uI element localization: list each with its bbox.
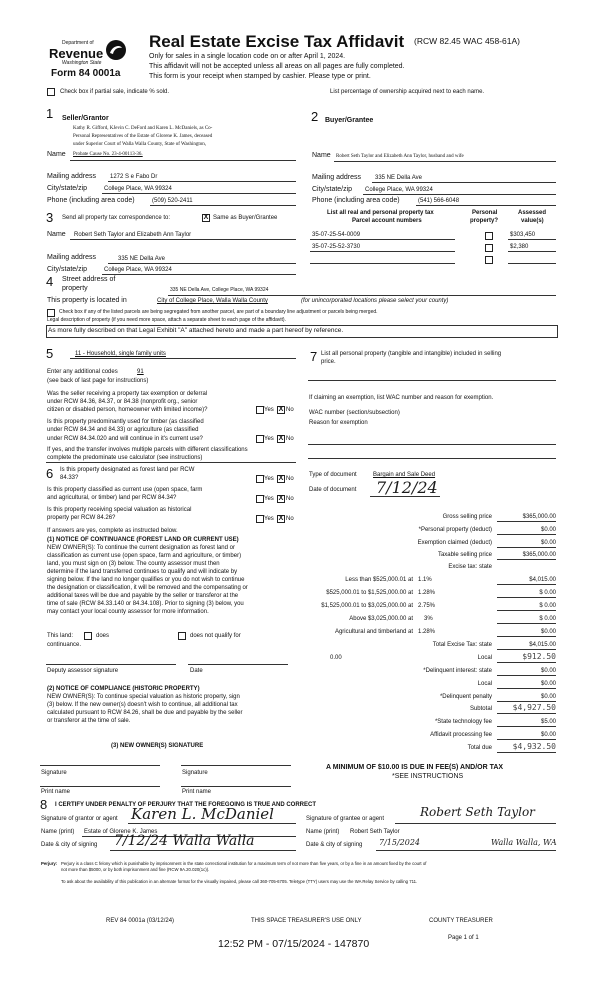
owner-signature-label-1: Signature [41, 770, 67, 776]
seller-name-line [70, 160, 296, 161]
exemption-reason-line[interactable] [308, 444, 556, 445]
tax-tier-range: Agricultural and timberland at [334, 629, 413, 635]
delinquent-local-label: Local [477, 681, 492, 687]
county-treasurer-label: COUNTY TREASURER [429, 918, 493, 924]
notice-1-line: land, you must sign on (3) below. The county assessor must then [47, 561, 220, 567]
tax-tier-range: $525,000.01 to $1,525,000.00 at [326, 590, 413, 596]
tax-line-value[interactable]: $0.00 [540, 527, 556, 533]
exemption-note: If claiming an exemption, list WAC number and reason for exemption. [309, 395, 494, 401]
tax-tier-rate: 3% [424, 616, 433, 622]
tax-tier-value[interactable]: $0.00 [540, 629, 556, 635]
notice-1-line: NEW OWNER(S): To continue the current designation as forest land or [47, 545, 235, 551]
section-5-number: 5 [46, 346, 54, 361]
notice-1-line: determine if the land transferred continues to qualify and will indicate by [47, 569, 238, 575]
notice-2-line: NEW OWNER(S): To continue special valuation as historic property, sign [47, 694, 240, 700]
delinquent-penalty-value[interactable]: $0.00 [540, 694, 556, 700]
assessed-line [508, 251, 556, 252]
assessed-header-1: Assessed [518, 210, 547, 216]
street-label-2: property [62, 285, 88, 292]
assessed-line [508, 239, 556, 240]
notice-1-line: time of sale (RCW 84.33.140 or 84.34.108). Prior to signing (3) below, you [47, 601, 244, 607]
q-exemption-line-3: citizen or disabled person, homeowner with limited income)? [47, 407, 208, 413]
grantor-name-label: Name (print) [41, 829, 75, 835]
seller-phone-value[interactable]: (509) 520-2411 [152, 198, 193, 204]
treasurer-use-label: THIS SPACE TREASURER'S USE ONLY [251, 918, 362, 924]
tax-line-value[interactable]: $365,000.00 [522, 514, 556, 520]
this-land-label: This land: [47, 633, 74, 639]
timber-no-label: No [286, 436, 294, 442]
tax-tier-range: $1,525,000.01 to $3,025,000.00 at [321, 603, 413, 609]
section-7-number: 7 [310, 349, 318, 364]
section-4-number: 4 [46, 274, 54, 289]
current-use-no-label: No [286, 496, 294, 502]
exemption-reason-line-2[interactable] [308, 458, 556, 459]
seller-phone-line [150, 205, 296, 206]
grantee-signature-label: Signature of grantee or agent [306, 816, 385, 822]
tax-line-rule [497, 521, 556, 522]
correspondence-name-label: Name [47, 231, 66, 238]
new-owner-signature-title: (3) NEW OWNER(S) SIGNATURE [111, 743, 204, 749]
assessed-value[interactable]: $2,380 [510, 244, 529, 250]
local-rate-value[interactable]: 0.00 [330, 655, 342, 661]
form-revision: REV 84 0001a (03/12/24) [106, 918, 175, 924]
delinquent-penalty-rule [497, 701, 556, 702]
correspondence-name-value[interactable]: Robert Seth Taylor and Elizabeth Ann Taylor [74, 232, 192, 238]
owner-print-label-2: Print name [182, 789, 212, 795]
grantor-date-value[interactable]: 7/12/24 Walla Walla [114, 833, 255, 849]
timber-yes-checkbox[interactable] [256, 435, 264, 443]
personal-property-note-1: List all personal property (tangible and intangible) included in selling [321, 351, 502, 357]
tax-line-label: Taxable selling price [437, 552, 492, 558]
owner-print-label-1: Print name [41, 789, 71, 795]
same-as-buyer-checkbox[interactable]: X [203, 214, 209, 221]
notice-1-line: may contact your local county assessor for more information. [47, 609, 209, 615]
buyer-mailing-label: Mailing address [312, 174, 362, 181]
q-multiple-line-2: complete the predominate use calculator (see instructions) [47, 455, 203, 461]
section-3-number: 3 [46, 210, 54, 225]
q-forest-line-1: Is this property designated as forest land per RCW [60, 467, 195, 473]
header-note-1: Only for sales in a single location code on or after April 1, 2024. [149, 53, 346, 60]
correspondence-mailing-value[interactable]: 335 NE Della Ave [118, 256, 165, 262]
seller-name-line-1: Kathy R. Gifford, KJevin C. DeFord and Karen L. McDaniels, as Co- [73, 126, 213, 131]
seller-city-line [102, 193, 296, 194]
deputy-date-label: Date [190, 668, 203, 674]
grantor-name-value[interactable]: Estate of Glorene K. James [84, 829, 158, 835]
dept-line1: Department of [62, 40, 94, 46]
tax-line-rule [497, 534, 556, 535]
subtotal-rule [497, 713, 556, 714]
grantee-name-value[interactable]: Robert Seth Taylor [350, 829, 400, 835]
does-qualify-label: does [96, 633, 110, 639]
correspondence-city-value[interactable]: College Place, WA 99324 [104, 267, 172, 273]
tax-line-value[interactable]: $365,000.00 [522, 552, 556, 558]
property-street-value[interactable]: 335 NE Della Ave, College Place, WA 99324 [170, 287, 269, 293]
treasurer-stamp: 12:52 PM - 07/15/2024 - 147870 [218, 938, 370, 950]
exemption-yes-label: Yes [264, 407, 274, 413]
correspondence-label: Send all property tax correspondence to: [62, 215, 171, 221]
local-rule [497, 662, 556, 663]
same-as-buyer-label: Same as Buyer/Grantee [213, 215, 278, 221]
doc-date-line [370, 496, 440, 497]
notice-2-line: (3) below. If the new owner(s) doesn't wish to continue, all additional tax [47, 702, 238, 708]
tech-fee-rule [497, 726, 556, 727]
buyer-heading: Buyer/Grantee [325, 117, 374, 124]
doc-type-value[interactable]: Bargain and Sale Deed [373, 472, 436, 478]
form-statute: (RCW 82.45 WAC 458-61A) [414, 36, 520, 46]
notice-1-title: (1) NOTICE OF CONTINUANCE (FOREST LAND OR CURRENT USE) [47, 537, 239, 543]
wac-number-label: WAC number (section/subsection) [309, 410, 400, 416]
q-current-use-line-2: and agricultural, or timber) land per RCW 84.34? [47, 495, 177, 501]
owner-print-line-1[interactable] [40, 786, 160, 787]
seller-city-value[interactable]: College Place, WA 99324 [104, 186, 172, 192]
tax-line-label: Excise tax: state [448, 564, 492, 570]
buyer-phone-line [416, 205, 556, 206]
seller-heading: Seller/Grantor [62, 115, 109, 122]
grantor-signature-line [128, 823, 296, 824]
additional-codes-value[interactable]: 91 [137, 369, 144, 375]
delinquent-penalty-label: *Delinquent penalty [439, 694, 492, 700]
current-use-yes-label: Yes [264, 496, 274, 502]
form-number: Form 84 0001a [51, 68, 121, 79]
total-state-label: Total Excise Tax: state [432, 642, 492, 648]
seller-name-line-3: under Superior Court of Walla Walla County, State of Washington, [73, 142, 207, 147]
grantor-signature-label: Signature of grantor or agent [41, 816, 118, 822]
delinquent-local-rule [497, 688, 556, 689]
notice-2-title: (2) NOTICE OF COMPLIANCE (HISTORIC PROPERTY) [47, 686, 200, 692]
personal-property-note-2: price. [321, 359, 336, 365]
historic-no-checkbox[interactable]: X [278, 515, 284, 522]
notice-1-line: signing below. If the land no longer qualifies or you do not wish to continue [47, 577, 245, 583]
buyer-name-label: Name [312, 152, 331, 159]
personal-property-line[interactable] [308, 380, 556, 381]
grantee-signature-line [395, 823, 556, 824]
property-street-line [168, 295, 556, 296]
tax-tier-rule [497, 597, 556, 598]
forest-no-checkbox[interactable]: X [278, 475, 284, 482]
forest-no-label: No [286, 476, 294, 482]
seller-phone-label: Phone (including area code) [47, 197, 135, 204]
section-5-divider [46, 462, 296, 463]
owner-signature-line-2[interactable] [181, 765, 291, 766]
tax-tier-rule [497, 636, 556, 637]
parcel-line [310, 263, 455, 264]
subtotal-value[interactable]: $4,927.50 [512, 703, 556, 712]
tax-line-rule [497, 559, 556, 560]
located-value[interactable]: City of College Place, Walla Walla County [157, 298, 268, 304]
current-use-yes-checkbox[interactable] [256, 495, 264, 503]
buyer-phone-value[interactable]: (541) 566-6048 [418, 198, 460, 204]
tech-fee-label: *State technology fee [434, 719, 492, 725]
grantee-date-value[interactable]: 7/15/2024 [379, 838, 421, 847]
tax-line-value[interactable]: $0.00 [540, 540, 556, 546]
certify-statement: I CERTIFY UNDER PENALTY OF PERJURY THAT THE FOREGOING IS TRUE AND CORRECT [55, 802, 317, 808]
tax-tier-value[interactable]: $4,015.00 [529, 577, 556, 583]
land-use-line [70, 358, 296, 359]
total-due-value[interactable]: $4,932.50 [512, 742, 556, 751]
forest-yes-checkbox[interactable] [256, 475, 264, 483]
parcel-line [310, 239, 455, 240]
buyer-name-value[interactable]: Robert Seth Taylor and Elizabeth Ann Taylor, husband and wife [336, 154, 464, 159]
availability-note: To ask about the availability of this publication in an alternate format for the visually impaired, please call 360-705-6705. Teletype (TTY) users may use the WA Relay Service by calling 711. [61, 879, 418, 884]
grantee-name-label: Name (print) [306, 829, 340, 835]
grantor-date-line [110, 850, 296, 851]
partial-sale-label: Check box if partial sale, indicate % sold. [60, 89, 170, 95]
processing-fee-value[interactable]: $0.00 [540, 732, 556, 738]
perjury-text: Perjury is a class C felony which is punishable by imprisonment in the state correctional institution for a maximum term of not more than five years, or by a fine in an amount fixed by the court of [61, 861, 427, 866]
historic-yes-label: Yes [264, 516, 274, 522]
grantee-city-value[interactable]: Walla Walla, WA [491, 838, 557, 847]
assessed-value[interactable]: $303,450 [510, 232, 536, 238]
parcel-header-1: List all real and personal property tax [327, 210, 434, 216]
see-back-note: (see back of last page for instructions) [47, 378, 149, 384]
dept-line2: Revenue [49, 46, 104, 61]
tax-tier-rate: 1.28% [418, 590, 436, 596]
deputy-date-line[interactable] [188, 664, 288, 665]
correspondence-city-line [102, 274, 296, 275]
does-qualify-checkbox[interactable] [84, 632, 92, 640]
buyer-city-line [363, 194, 556, 195]
local-label: Local [477, 655, 492, 661]
q-timber-line-3: under RCW 84.34.020 and will continue in it's current use? [47, 436, 203, 442]
doc-type-label: Type of document [309, 472, 357, 478]
parcel-number[interactable]: 35-07-25-52-3730 [312, 244, 361, 250]
page-number: Page 1 of 1 [448, 935, 479, 941]
legal-description-value: As more fully described on that Legal Exhibit "A" attached hereto and made a part hereof by reference. [48, 327, 344, 334]
grantee-date-label: Date & city of signing [306, 842, 363, 848]
does-not-qualify-checkbox[interactable] [178, 632, 186, 640]
q-timber-line-1: Is this property predominantly used for timber (as classified [47, 419, 204, 425]
personal-property-checkbox[interactable] [485, 232, 493, 240]
q-forest-line-2: 84.33? [60, 475, 79, 481]
q-exemption-line-2: under RCW 84.36, 84.37, or 84.38 (nonprofit org., senior [47, 399, 198, 405]
tech-fee-value[interactable]: $5.00 [540, 719, 556, 725]
tax-tier-value[interactable]: $ 0.00 [539, 590, 556, 596]
notice-1-line: additional taxes will be due and payable by the seller or transferor at the [47, 593, 239, 599]
buyer-city-label: City/state/zip [312, 186, 353, 193]
forest-yes-label: Yes [264, 476, 274, 482]
owner-print-line-2[interactable] [181, 786, 291, 787]
local-value[interactable]: $912.50 [522, 652, 556, 661]
street-label-1: Street address of [62, 276, 116, 283]
processing-fee-rule [497, 739, 556, 740]
grantor-date-label: Date & city of signing [41, 842, 98, 848]
section-1-number: 1 [46, 106, 54, 121]
section-8-number: 8 [40, 797, 48, 812]
tax-line-label: Exemption claimed (deduct) [417, 540, 492, 546]
tax-tier-range: Less than $525,000.01 at [345, 577, 413, 583]
grantee-date-line [376, 850, 556, 851]
correspondence-mailing-label: Mailing address [47, 254, 97, 261]
tax-tier-value[interactable]: $ 0.00 [539, 616, 556, 622]
total-due-label: Total due [467, 745, 492, 751]
minimum-due-note: A MINIMUM OF $10.00 IS DUE IN FEE(S) AND/OR TAX [326, 764, 504, 771]
tax-line-label: Gross selling price [442, 514, 492, 520]
exemption-reason-label: Reason for exemption [309, 420, 368, 426]
does-not-qualify-label: does not qualify for [190, 633, 241, 639]
personal-property-checkbox[interactable] [485, 256, 493, 264]
delinquent-state-label: *Delinquent interest: state [423, 668, 492, 674]
land-use-code[interactable]: 11 - Household, single family units [75, 351, 166, 357]
doc-date-label: Date of document [309, 487, 357, 493]
legal-description-note: Legal description of property (if you need more space, attach a separate sheet to each page of the affidavit). [47, 317, 286, 323]
located-label: This property is located in [47, 297, 127, 304]
correspondence-name-line [70, 239, 296, 240]
section-6-number: 6 [46, 466, 54, 481]
form-title: Real Estate Excise Tax Affidavit [149, 32, 405, 51]
total-state-value[interactable]: $4,015.00 [529, 642, 556, 648]
notice-2-line: calculated pursuant to RCW 84.26, shall be due and payable by the seller [47, 710, 243, 716]
notice-1-line: the designation or classification, it will be removed and the compensating or [47, 585, 248, 591]
dor-swirl-icon [104, 38, 128, 62]
grantee-signature[interactable]: Robert Seth Taylor [420, 805, 535, 819]
owner-signature-line-1[interactable] [40, 765, 160, 766]
delinquent-local-value[interactable]: $0.00 [540, 681, 556, 687]
dept-line3: Washington State [62, 60, 102, 66]
buyer-phone-label: Phone (including area code) [312, 197, 400, 204]
exemption-no-label: No [286, 407, 294, 413]
seller-city-label: City/state/zip [47, 185, 88, 192]
q-multiple-line-1: If yes, and the transfer involves multiple parcels with different classifications [47, 447, 248, 453]
segregated-label: Check box if any of the listed parcels are being segregated from another parcel, are part of a boundary line adjustment or parcels being merged. [59, 309, 378, 315]
tax-tier-rate: 1.28% [418, 629, 436, 635]
tax-tier-rate: 2.75% [418, 603, 436, 609]
subtotal-label: Subtotal [469, 706, 492, 712]
timber-yes-label: Yes [264, 436, 274, 442]
continuance-label: continuance. [47, 642, 82, 648]
deputy-signature-label: Deputy assessor signature [47, 668, 119, 674]
total-due-rule [497, 752, 556, 753]
delinquent-state-value[interactable]: $0.00 [540, 668, 556, 674]
historic-yes-checkbox[interactable] [256, 515, 264, 523]
additional-codes-label: Enter any additional codes [47, 369, 118, 375]
section-2-number: 2 [311, 109, 319, 124]
located-note: (for unincorporated locations please select your county) [301, 298, 449, 304]
perjury-label: Perjury: [41, 861, 58, 866]
correspondence-mailing-line [108, 263, 296, 264]
personal-header-1: Personal [472, 210, 498, 216]
parcel-header-2: Parcel account numbers [352, 218, 422, 224]
seller-name-last[interactable]: Probate Cause No. 23-4-00113-36. [73, 152, 143, 157]
seller-mailing-value[interactable]: 1272 S e Fabo Dr [110, 174, 158, 180]
q-exemption-line-1: Was the seller receiving a property tax exemption or deferral [47, 391, 208, 397]
buyer-city-value[interactable]: College Place, WA 99324 [365, 187, 433, 193]
q-historic-line-1: Is this property receiving special valuation as historical [47, 507, 192, 513]
segregated-checkbox[interactable] [47, 309, 55, 317]
tax-tier-rate: 1.1% [418, 577, 432, 583]
total-state-rule [497, 649, 556, 650]
deputy-signature-line[interactable] [46, 664, 176, 665]
owner-signature-label-2: Signature [182, 770, 208, 776]
buyer-mailing-value[interactable]: 335 NE Della Ave [375, 175, 422, 181]
doc-date-value[interactable]: 7/12/24 [376, 478, 438, 497]
assessed-line [508, 263, 556, 264]
seller-mailing-label: Mailing address [47, 173, 97, 180]
exemption-yes-checkbox[interactable] [256, 406, 264, 414]
header-note-2: This affidavit will not be accepted unless all areas on all pages are fully completed. [149, 63, 405, 70]
tax-tier-rule [497, 584, 556, 585]
delinquent-state-rule [497, 675, 556, 676]
processing-fee-label: Affidavit processing fee [430, 732, 492, 738]
assessed-header-2: value(s) [521, 218, 544, 224]
if-yes-note: If answers are yes, complete as instructed below. [47, 528, 178, 534]
current-use-no-checkbox[interactable]: X [278, 495, 284, 502]
exemption-no-checkbox[interactable]: X [278, 406, 284, 413]
timber-no-checkbox[interactable]: X [278, 435, 284, 442]
tax-tier-range: Above $3,025,000.00 at [349, 616, 413, 622]
notice-1-line: classification as current use (open space, farm and agriculture, or timber) [47, 553, 242, 559]
tax-tier-rule [497, 623, 556, 624]
partial-sale-checkbox[interactable] [47, 88, 55, 96]
perjury-text-2: not more than $5000, or by both imprisonment and fine (RCW 9A.20.020(1c)). [61, 867, 210, 872]
tax-line-rule [497, 547, 556, 548]
correspondence-city-label: City/state/zip [47, 266, 88, 273]
q-historic-line-2: property per RCW 84.26? [47, 515, 116, 521]
seller-name-line-2: Personal Representatives of the Estate of Glorene K. James, deceased [73, 134, 213, 139]
legal-description-box[interactable] [46, 325, 558, 338]
personal-property-checkbox[interactable] [485, 244, 493, 252]
personal-header-2: property? [470, 218, 499, 224]
parcel-line [310, 251, 455, 252]
tax-tier-value[interactable]: $ 0.00 [539, 603, 556, 609]
historic-no-label: No [286, 516, 294, 522]
buyer-mailing-line [372, 182, 556, 183]
grantor-signature[interactable]: Karen L. McDaniel [131, 805, 274, 823]
tax-tier-rule [497, 610, 556, 611]
q-current-use-line-1: Is this property classified as current use (open space, farm [47, 487, 203, 493]
parcel-number[interactable]: 35-07-25-54-0009 [312, 232, 361, 238]
header-note-3: This form is your receipt when stamped by cashier. Please type or print. [149, 73, 371, 80]
tax-line-label: *Personal property (deduct) [418, 527, 492, 533]
q-timber-line-2: under RCW 84.34 and 84.33) or agriculture (as classified [47, 427, 199, 433]
buyer-name-line [334, 161, 556, 162]
see-instructions-note: *SEE INSTRUCTIONS [392, 773, 464, 780]
seller-mailing-line [108, 181, 296, 182]
notice-2-line: or transferor at the time of sale. [47, 718, 131, 724]
seller-name-label: Name [47, 151, 66, 158]
ownership-note: List percentage of ownership acquired next to each name. [330, 89, 485, 95]
